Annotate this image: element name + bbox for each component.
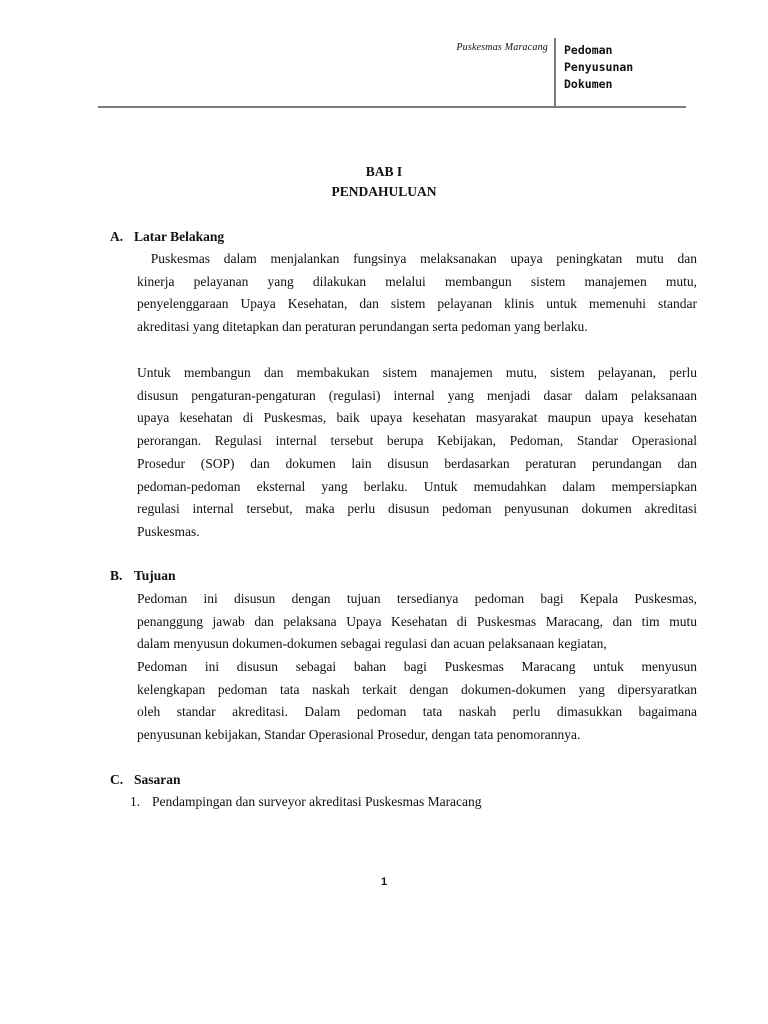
section-label: B. xyxy=(110,568,123,583)
page-number: 1 xyxy=(380,876,388,888)
header-vertical-divider xyxy=(554,38,556,108)
text-line: Puskesmas. xyxy=(137,523,200,539)
text-line: perorangan. Regulasi internal tersebut berupa Kebijakan, Pedoman, Standar Operasional xyxy=(137,433,697,449)
text-line: Pedoman ini disusun sebagai bahan bagi Puskesmas Maracang untuk menyusun xyxy=(137,659,697,674)
text-line: penyusunan kebijakan, Standar Operasional Prosedur, dengan tata penomorannya. xyxy=(137,727,581,743)
paragraph-latar-belakang-2 xyxy=(137,362,697,544)
text-line: kelengkapan pedoman tata naskah terkait dengan dokumen-dokumen yang dipersyaratkan xyxy=(137,681,697,697)
text-line: penanggung jawab dan pelaksana Upaya Kesehatan di Puskesmas Maracang, dan tim mutu xyxy=(137,613,697,629)
text-line: Puskesmas dalam menjalankan fungsinya melaksanakan upaya peningkatan mutu dan xyxy=(137,251,697,266)
text-line: regulasi internal tersebut, maka perlu disusun pedoman penyusunan dokumen akreditasi xyxy=(137,501,697,517)
list-item-number: 1. xyxy=(130,794,141,809)
text-line: Untuk membangun dan membakukan sistem manajemen mutu, sistem pelayanan, perlu xyxy=(137,365,697,380)
text-line: upaya kesehatan di Puskesmas, baik upaya kesehatan masyarakat maupun upaya kesehatan xyxy=(137,410,697,426)
text-line: oleh standar akreditasi. Dalam pedoman tata naskah perlu dimasukkan bagaimana xyxy=(137,704,697,720)
text-line: disusun pengaturan-pengaturan (regulasi) internal yang menjadi dasar dalam pelaksanaan xyxy=(137,387,697,403)
text-line: pedoman-pedoman eksternal yang berlaku. Untuk memudahkan dalam mempersiapkan xyxy=(137,478,697,494)
header-doc-title xyxy=(564,42,633,93)
paragraph-tujuan-1 xyxy=(137,588,697,656)
section-title: Tujuan xyxy=(134,568,176,583)
section-label: A. xyxy=(110,229,124,244)
chapter-number: BAB I xyxy=(365,164,403,179)
header-horizontal-divider xyxy=(98,106,686,108)
list-item xyxy=(130,794,482,810)
text-line: Pedoman ini disusun dengan tujuan tersedianya pedoman bagi Kepala Puskesmas, xyxy=(137,591,697,606)
section-heading-tujuan xyxy=(110,568,176,584)
text-line: Prosedur (SOP) dan dokumen lain disusun berdasarkan peraturan perundangan dan xyxy=(137,455,697,471)
section-title: Sasaran xyxy=(134,772,181,787)
header-doc-title-line: Penyusunan xyxy=(564,60,634,74)
text-line: kinerja pelayanan yang dilakukan melalui membangun sistem manajemen mutu, xyxy=(137,273,697,289)
text-line: dalam menyusun dokumen-dokumen sebagai regulasi dan acuan pelaksanaan kegiatan, xyxy=(137,636,607,652)
section-label: C. xyxy=(110,772,124,787)
list-item-text: Pendampingan dan surveyor akreditasi Puskesmas Maracang xyxy=(152,794,482,809)
section-heading-sasaran xyxy=(110,772,181,788)
section-title: Latar Belakang xyxy=(134,229,225,244)
paragraph-tujuan-2 xyxy=(137,656,697,747)
text-line: akreditasi yang ditetapkan dan peraturan perundangan serta pedoman yang berlaku. xyxy=(137,319,588,335)
text-line: penyelenggaraan Upaya Kesehatan, dan sistem pelayanan klinis untuk memenuhi standar xyxy=(137,296,697,312)
header-doc-title-line: Pedoman xyxy=(564,43,613,57)
chapter-title: PENDAHULUAN xyxy=(331,184,437,199)
header-doc-title-line: Dokumen xyxy=(564,77,613,91)
header-org-name: Puskesmas Maracang xyxy=(456,42,548,53)
paragraph-latar-belakang-1 xyxy=(137,248,697,339)
section-heading-latar-belakang xyxy=(110,229,224,245)
